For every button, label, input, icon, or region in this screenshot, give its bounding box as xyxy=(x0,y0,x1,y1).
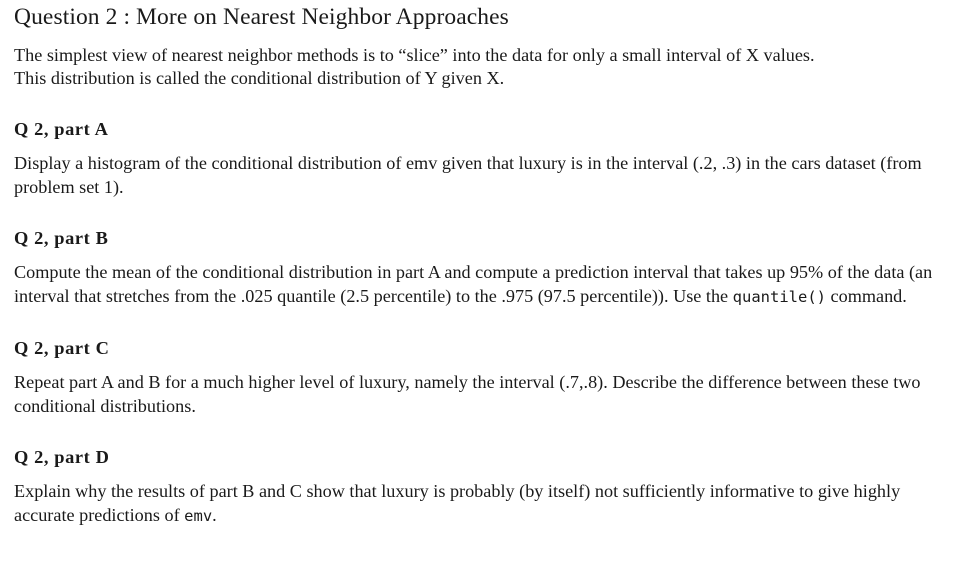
part-b-section xyxy=(14,226,945,309)
part-a-heading: Q 2, part A xyxy=(14,119,109,139)
part-a-text: Display a histogram of the conditional distribution of emv given that luxury is in the interval (.2, .3) in the cars dataset (from problem set 1). xyxy=(14,153,922,197)
part-d-text xyxy=(14,480,945,528)
emv-code: emv xyxy=(184,506,213,525)
part-d-section xyxy=(14,445,945,528)
part-b-text-after: command. xyxy=(826,285,907,306)
part-d-text-before: Explain why the results of part B and C show that luxury is probably (by itself) not sufficiently informative to give highly accurate predictions of xyxy=(14,481,901,525)
part-b-heading: Q 2, part B xyxy=(14,228,109,248)
part-b-text xyxy=(14,261,945,309)
part-c-section xyxy=(14,336,945,418)
part-c-text: Repeat part A and B for a much higher level of luxury, namely the interval (.7,.8). Describe the difference between these two conditional distributions. xyxy=(14,372,921,416)
part-d-text-after: . xyxy=(212,504,217,525)
intro-paragraph xyxy=(14,44,945,90)
intro-line-2: This distribution is called the conditional distribution of Y given X. xyxy=(14,68,505,88)
part-c-heading: Q 2, part C xyxy=(14,338,110,358)
part-d-heading: Q 2, part D xyxy=(14,447,110,467)
intro-line-1: The simplest view of nearest neighbor methods is to “slice” into the data for only a small interval of X values. xyxy=(14,45,815,65)
part-b-text-before: Compute the mean of the conditional distribution in part A and compute a prediction interval that takes up 95% of the data (an interval that stretches from the .025 quantile (2.5 percentile) to the .975 (97.5 percentile)). Use the xyxy=(14,262,933,306)
quantile-code: quantile() xyxy=(732,287,826,306)
question-title: Question 2 : More on Nearest Neighbor Approaches xyxy=(14,4,509,30)
part-a-section xyxy=(14,117,945,199)
